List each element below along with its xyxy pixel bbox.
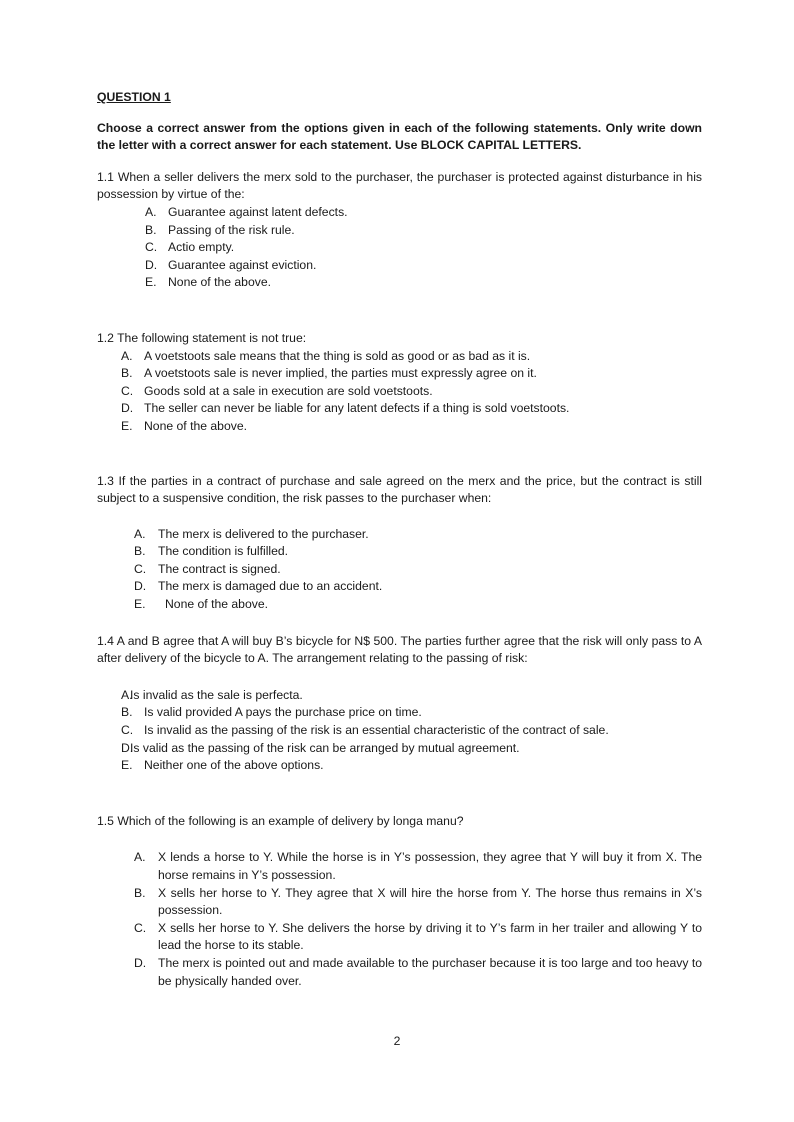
option-letter: C. — [121, 383, 134, 398]
option-a — [134, 849, 702, 884]
option-letter: C. — [145, 240, 158, 255]
question-stem: 1.5 Which of the following is an example of delivery by longa manu? — [97, 813, 464, 828]
option-e — [121, 418, 702, 436]
option-letter: B. — [121, 366, 133, 381]
option-b — [121, 365, 702, 383]
option-letter: A. — [134, 850, 146, 865]
option-list — [134, 526, 702, 614]
option-text: The contract is signed. — [158, 561, 281, 576]
option-text: Actio empty. — [168, 240, 235, 255]
option-text: X sells her horse to Y. She delivers the horse by driving it to Y’s farm in her trailer and allowing Y to lead the horse to its stable. — [158, 920, 702, 953]
option-text: Guarantee against latent defects. — [168, 204, 348, 219]
option-d — [121, 740, 702, 758]
option-text: Is valid as the passing of the risk can be arranged by mutual agreement. — [130, 740, 520, 755]
question-heading: QUESTION 1 — [97, 90, 171, 104]
option-text: The merx is delivered to the purchaser. — [158, 526, 369, 541]
option-b — [134, 543, 702, 561]
option-text: X lends a horse to Y. While the horse is in Y’s possession, they agree that Y will buy it from X. The horse remains in Y’s possession. — [158, 850, 702, 882]
option-c — [134, 920, 702, 955]
option-letter: A. — [121, 348, 133, 363]
instructions: Choose a correct answer from the options given in each of the following statements. Only write down the letter with a correct answer for each statement. Use BLOCK CAPITAL LETTERS. — [97, 120, 702, 153]
option-text: Goods sold at a sale in execution are sold voetstoots. — [144, 383, 433, 398]
option-text: X sells her horse to Y. They agree that X will hire the horse from Y. The horse thus remains in X’s possession. — [158, 885, 702, 918]
option-text: A voetstoots sale is never implied, the parties must expressly agree on it. — [144, 366, 537, 381]
option-letter: C. — [134, 561, 147, 576]
page-number: 2 — [393, 1034, 401, 1048]
option-text: The seller can never be liable for any latent defects if a thing is sold voetstoots. — [144, 401, 570, 416]
question-stem: 1.3 If the parties in a contract of purchase and sale agreed on the merx and the price, but the contract is still subject to a suspensive condition, the risk passes to the purchaser when: — [97, 473, 702, 506]
option-a — [121, 687, 702, 705]
option-letter: D. — [121, 401, 134, 416]
option-list — [145, 204, 702, 292]
option-text: The merx is damaged due to an accident. — [158, 579, 383, 594]
option-letter: E. — [134, 597, 146, 612]
option-e — [145, 274, 702, 292]
option-text: None of the above. — [144, 418, 247, 433]
option-text: The condition is fulfilled. — [158, 544, 289, 559]
option-letter: B. — [121, 705, 133, 720]
question-1-2 — [97, 330, 702, 436]
option-list — [134, 849, 702, 990]
exam-page — [97, 89, 702, 990]
option-letter: E. — [121, 418, 133, 433]
option-c — [145, 239, 702, 257]
question-stem: 1.2 The following statement is not true: — [97, 330, 307, 345]
option-a — [134, 526, 702, 544]
question-stem: 1.1 When a seller delivers the merx sold to the purchaser, the purchaser is protected against disturbance in his possession by virtue of the: — [97, 169, 702, 202]
question-stem: 1.4 A and B agree that A will buy B’s bicycle for N$ 500. The parties further agree that the risk will only pass to A after delivery of the bicycle to A. The arrangement relating to the passing of risk: — [97, 633, 702, 666]
option-letter: B. — [145, 222, 157, 237]
option-letter: B. — [134, 885, 146, 900]
option-letter: A. — [121, 687, 133, 702]
question-1-5 — [97, 813, 702, 990]
option-d — [134, 955, 702, 990]
option-e — [121, 757, 702, 775]
option-d — [145, 257, 702, 275]
option-text: Is valid provided A pays the purchase price on time. — [144, 705, 422, 720]
question-1-1 — [97, 169, 702, 292]
option-text: Passing of the risk rule. — [168, 222, 295, 237]
option-b — [145, 222, 702, 240]
option-letter: D. — [134, 579, 147, 594]
option-text: Guarantee against eviction. — [168, 257, 317, 272]
option-letter: E. — [121, 758, 133, 773]
option-list — [121, 348, 702, 436]
option-d — [134, 578, 702, 596]
option-letter: C. — [134, 920, 147, 935]
option-b — [121, 704, 702, 722]
option-letter: D. — [121, 740, 134, 755]
option-c — [121, 383, 702, 401]
option-letter: E. — [145, 275, 157, 290]
option-list — [121, 687, 702, 775]
option-letter: B. — [134, 544, 146, 559]
option-text: Is invalid as the passing of the risk is an essential characteristic of the contract of sale. — [144, 723, 609, 738]
option-e — [134, 596, 702, 614]
option-text: The merx is pointed out and made available to the purchaser because it is too large and too heavy to be physically handed over. — [158, 955, 702, 988]
option-d — [121, 400, 702, 418]
option-text: None of the above. — [165, 597, 268, 612]
option-a — [121, 348, 702, 366]
option-c — [134, 561, 702, 579]
option-text: None of the above. — [168, 275, 271, 290]
question-1-4 — [97, 633, 702, 775]
option-a — [145, 204, 702, 222]
option-text: A voetstoots sale means that the thing is sold as good or as bad as it is. — [144, 348, 531, 363]
option-letter: A. — [134, 526, 146, 541]
option-b — [134, 885, 702, 920]
option-letter: D. — [134, 955, 147, 970]
option-c — [121, 722, 702, 740]
option-letter: D. — [145, 257, 158, 272]
question-1-3 — [97, 473, 702, 614]
option-text: Is invalid as the sale is perfecta. — [130, 687, 303, 702]
option-text: Neither one of the above options. — [144, 758, 324, 773]
option-letter: C. — [121, 723, 134, 738]
option-letter: A. — [145, 204, 157, 219]
